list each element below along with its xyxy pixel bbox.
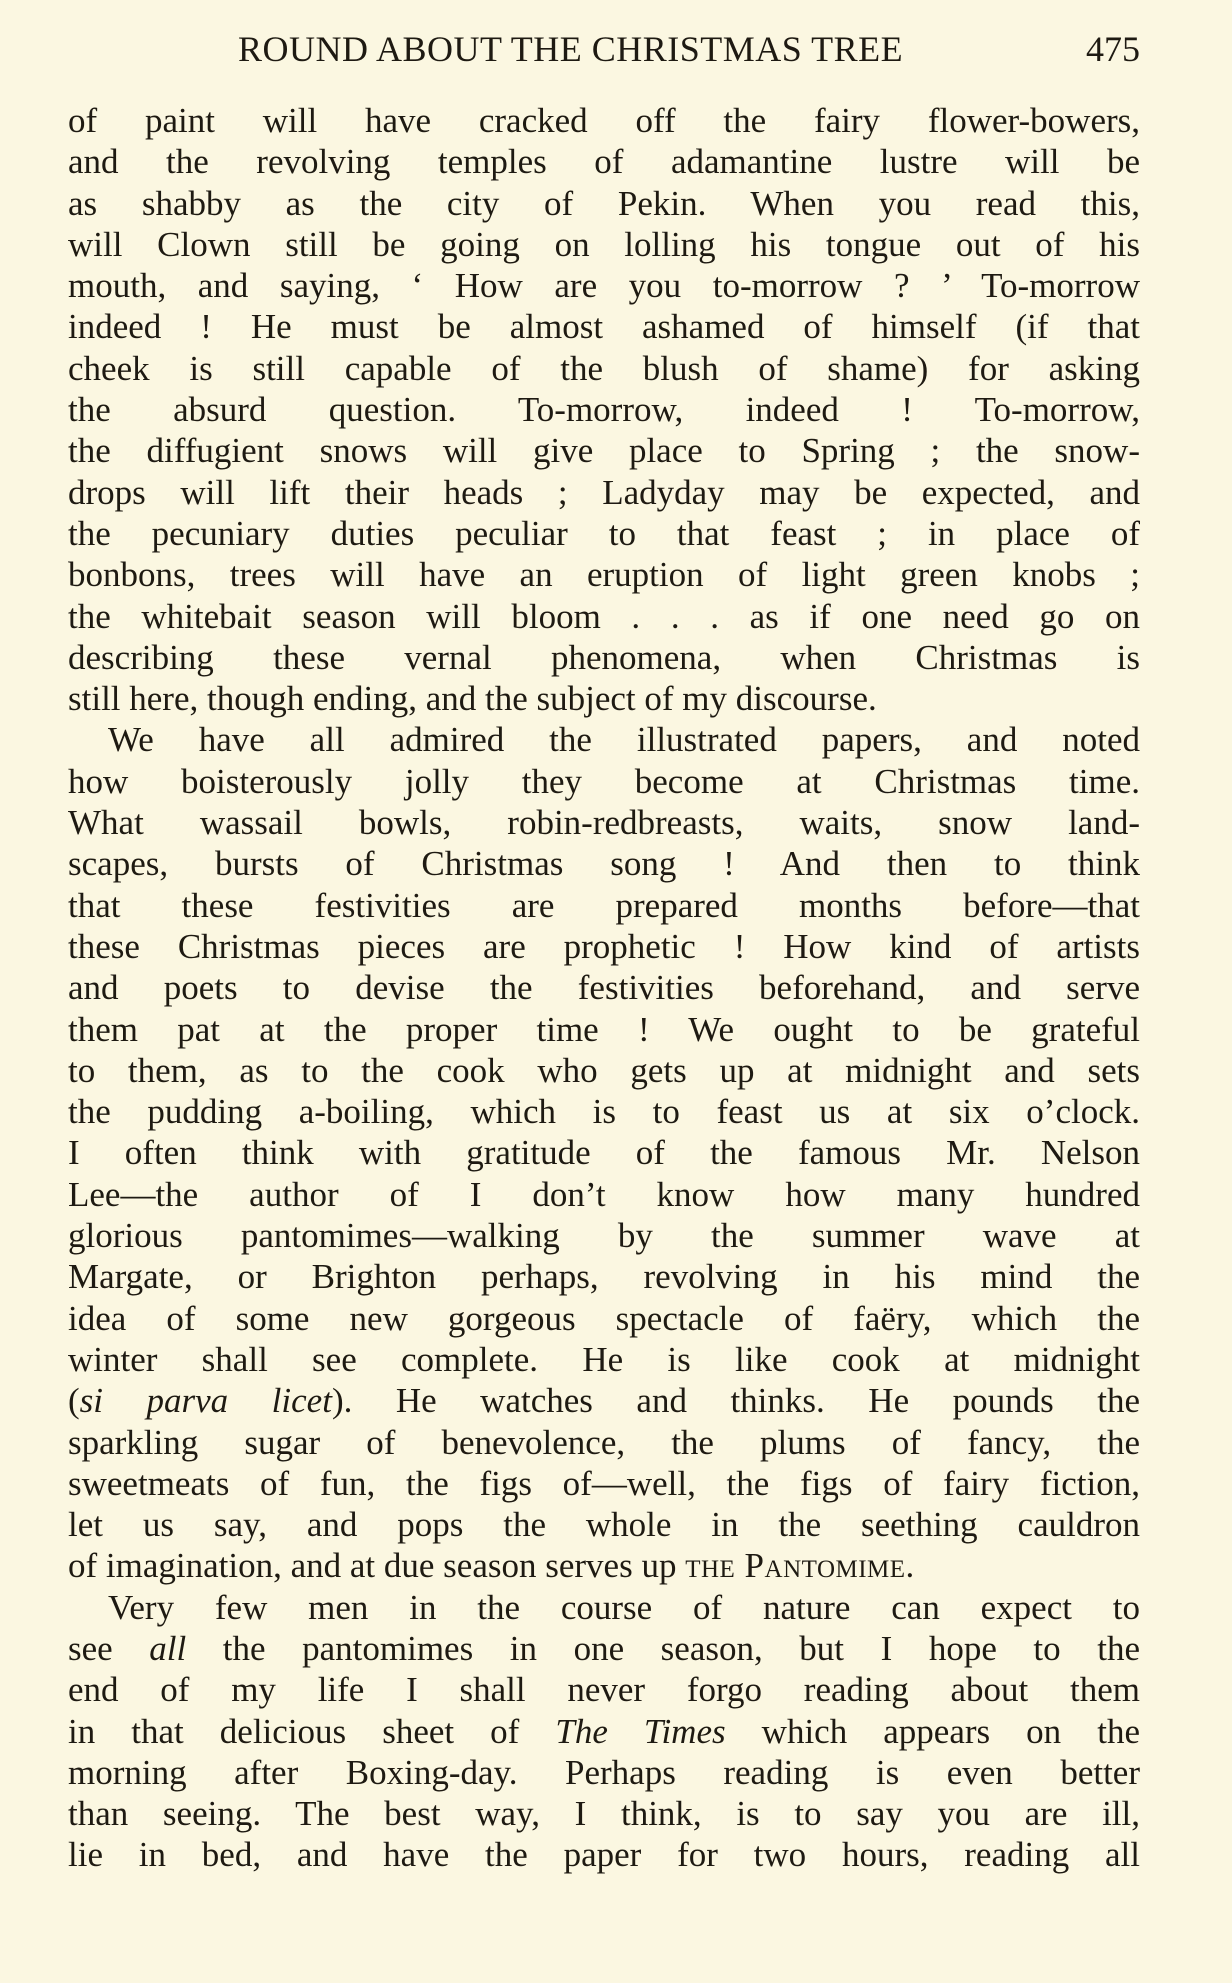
text-line: still here, though ending, and the subject of my discourse. xyxy=(68,679,877,719)
text-line: I often think with gratitude of the famous Mr. Nelson xyxy=(68,1133,1140,1173)
text-line: Very few men in the course of nature can expect to xyxy=(108,1587,1140,1627)
text-line: drops will lift their heads ; Ladyday may be expected, and xyxy=(68,472,1140,512)
text-line: the pudding a-boiling, which is to feast us at six o’clock. xyxy=(68,1092,1140,1132)
text-line: let us say, and pops the whole in the seething cauldron xyxy=(68,1505,1140,1545)
italic-phrase: all xyxy=(149,1628,187,1668)
text-line: indeed ! He must be almost ashamed of himself (if that xyxy=(68,307,1140,347)
text-line: these Christmas pieces are prophetic ! How kind of artists xyxy=(68,926,1140,966)
text-line: the pecuniary duties peculiar to that feast ; in place of xyxy=(68,513,1140,553)
text-run: of imagination, and at due season serves up xyxy=(68,1546,686,1586)
text-line: cheek is still capable of the blush of shame) for asking xyxy=(68,348,1140,388)
text-line: and the revolving temples of adamantine lustre will be xyxy=(68,142,1140,182)
text-line: that these festivities are prepared months before—that xyxy=(68,885,1140,925)
text-line: end of my life I shall never forgo reading about them xyxy=(68,1670,1140,1710)
text-run: ). He watches and thinks. He pounds the xyxy=(331,1381,1140,1421)
text-line: winter shall see complete. He is like cook at midnight xyxy=(68,1339,1140,1379)
text-line: describing these vernal phenomena, when Christmas is xyxy=(68,637,1140,677)
text-line: than seeing. The best way, I think, is to say you are ill, xyxy=(68,1794,1140,1834)
text-line xyxy=(68,1380,1140,1421)
text-line: sparkling sugar of benevolence, the plums of fancy, the xyxy=(68,1422,1140,1462)
text-line: how boisterously jolly they become at Christmas time. xyxy=(68,761,1140,801)
text-line: bonbons, trees will have an eruption of light green knobs ; xyxy=(68,555,1140,595)
text-run: the pantomimes in one season, but I hope to the xyxy=(186,1628,1140,1668)
small-caps-phrase: the Pantomime. xyxy=(685,1546,915,1586)
text-line: the absurd question. To-morrow, indeed ! To-morrow, xyxy=(68,390,1140,430)
running-title: ROUND ABOUT THE CHRISTMAS TREE xyxy=(238,29,904,69)
text-line: the whitebait season will bloom . . . as if one need go on xyxy=(68,596,1140,636)
body-text xyxy=(68,100,1140,1876)
text-line: scapes, bursts of Christmas song ! And then to think xyxy=(68,844,1140,884)
running-head xyxy=(68,24,1140,74)
text-line: of paint will have cracked off the fairy flower-bowers, xyxy=(68,101,1140,140)
text-line: idea of some new gorgeous spectacle of faëry, which the xyxy=(68,1298,1140,1338)
text-line: What wassail bowls, robin-redbreasts, waits, snow land- xyxy=(68,803,1140,843)
text-line: lie in bed, and have the paper for two hours, reading all xyxy=(68,1835,1140,1875)
text-line xyxy=(68,1628,1140,1669)
page-number: 475 xyxy=(1086,29,1140,69)
text-line: sweetmeats of fun, the figs of—well, the figs of fairy fiction, xyxy=(68,1463,1140,1503)
italic-phrase: si parva licet xyxy=(79,1381,332,1421)
text-line: the diffugient snows will give place to Spring ; the snow- xyxy=(68,431,1140,471)
text-line: will Clown still be going on lolling his tongue out of his xyxy=(68,224,1140,264)
text-line: Lee—the author of I don’t know how many hundred xyxy=(68,1174,1140,1214)
text-line: Margate, or Brighton perhaps, revolving in his mind the xyxy=(68,1257,1140,1297)
text-run: in that delicious sheet of xyxy=(68,1711,556,1751)
text-line: mouth, and saying, ‘ How are you to-morrow ? ’ To-morrow xyxy=(68,266,1140,306)
text-line: as shabby as the city of Pekin. When you read this, xyxy=(68,183,1140,223)
text-line: them pat at the proper time ! We ought to be grateful xyxy=(68,1009,1140,1049)
text-line: glorious pantomimes—walking by the summer wave at xyxy=(68,1216,1140,1256)
text-run: ( xyxy=(68,1381,80,1421)
text-run: which appears on the xyxy=(725,1711,1140,1751)
text-line: We have all admired the illustrated papers, and noted xyxy=(108,720,1140,760)
text-line xyxy=(68,1545,1140,1586)
text-line: morning after Boxing-day. Perhaps reading is even better xyxy=(68,1752,1140,1792)
text-line: and poets to devise the festivities beforehand, and serve xyxy=(68,968,1140,1008)
text-run: see xyxy=(68,1628,150,1668)
italic-phrase: The Times xyxy=(555,1711,726,1751)
text-line xyxy=(68,1711,1140,1752)
text-line: to them, as to the cook who gets up at midnight and sets xyxy=(68,1050,1140,1090)
